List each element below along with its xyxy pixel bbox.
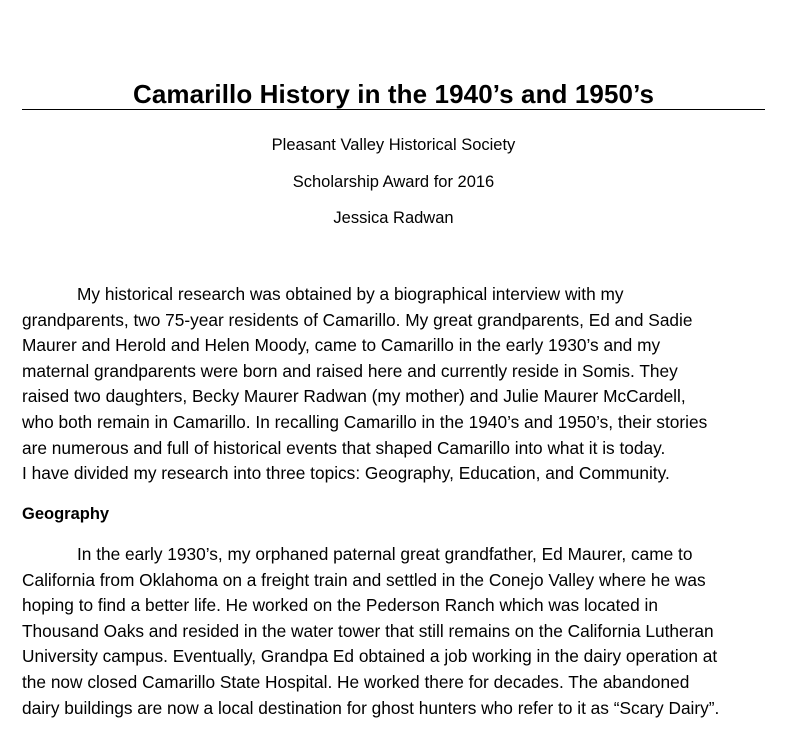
paragraph-line: hoping to find a better life. He worked on the Pederson Ranch which was located in <box>22 595 658 616</box>
award-line: Scholarship Award for 2016 <box>292 173 495 191</box>
author-line: Jessica Radwan <box>333 209 454 227</box>
paragraph-line: My historical research was obtained by a biographical interview with my <box>77 284 624 304</box>
paragraph-line: are numerous and full of historical events that shaped Camarillo into what it is today. <box>22 437 666 458</box>
paragraph-line: maternal grandparents were born and raised here and currently reside in Somis. They <box>22 360 678 381</box>
paragraph-line: I have divided my research into three topics: Geography, Education, and Community. <box>22 463 670 484</box>
paragraph-line: raised two daughters, Becky Maurer Radwan (my mother) and Julie Maurer McCardell, <box>22 386 686 407</box>
paragraph-line: dairy buildings are now a local destination for ghost hunters who refer to it as “Scary Dairy”. <box>22 697 720 718</box>
section-heading-geography: Geography <box>22 505 110 523</box>
paragraph-line: In the early 1930’s, my orphaned paternal great grandfather, Ed Maurer, came to <box>77 544 693 564</box>
paragraph-line: University campus. Eventually, Grandpa Ed obtained a job working in the dairy operation at <box>22 646 718 667</box>
organization-line: Pleasant Valley Historical Society <box>271 136 516 154</box>
title-underline <box>22 109 765 110</box>
page-title: Camarillo History in the 1940’s and 1950’s <box>132 79 655 109</box>
paragraph-line: grandparents, two 75-year residents of Camarillo. My great grandparents, Ed and Sadie <box>22 309 693 330</box>
paragraph-line: who both remain in Camarillo. In recalling Camarillo in the 1940’s and 1950’s, their stories <box>22 411 708 432</box>
paragraph-line: the now closed Camarillo State Hospital. He worked there for decades. The abandoned <box>22 671 690 692</box>
paragraph-line: Thousand Oaks and resided in the water tower that still remains on the California Lutheran <box>22 620 714 641</box>
intro-paragraph <box>22 282 767 487</box>
geography-paragraph <box>22 542 767 721</box>
paragraph-line: California from Oklahoma on a freight train and settled in the Conejo Valley where he was <box>22 569 706 590</box>
paragraph-line: Maurer and Herold and Helen Moody, came to Camarillo in the early 1930’s and my <box>22 335 661 356</box>
